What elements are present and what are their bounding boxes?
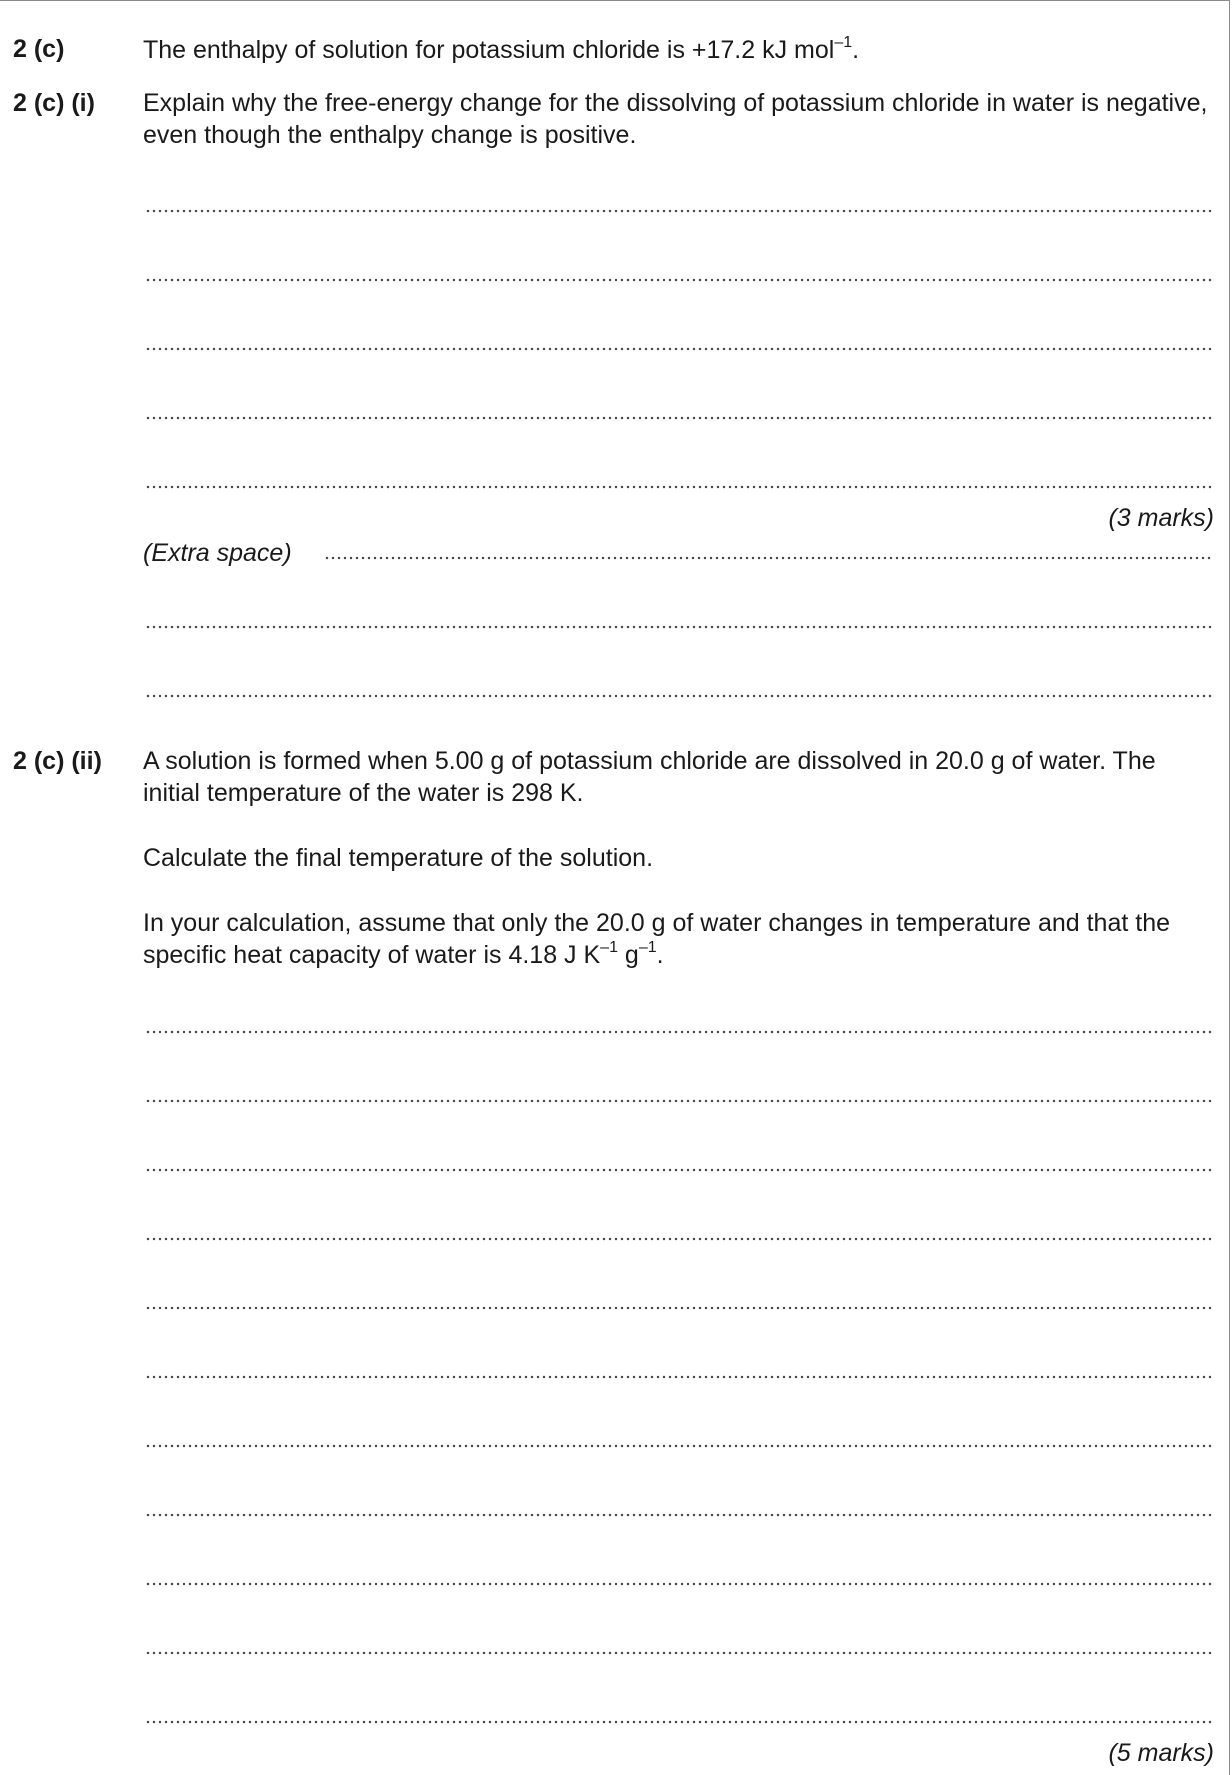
question-2cii-para2: Calculate the final temperature of the solution. [143, 844, 654, 872]
question-2c-text [143, 34, 1218, 66]
question-2cii-para3-exponent-1: –1 [600, 938, 618, 956]
question-2cii-para3-exponent-2: –1 [638, 938, 657, 956]
question-number-2ci: 2 (c) (i) [13, 89, 95, 117]
answer-line-2cii-3[interactable] [145, 1168, 1213, 1172]
question-2cii-para3-mid: g [617, 941, 639, 969]
answer-line-2cii-8[interactable] [145, 1513, 1213, 1517]
question-2ci-text: Explain why the free-energy change for the dissolving of potassium chloride in water is negative, even though the enthalpy change is positive. [143, 89, 1208, 149]
question-2cii-para1: A solution is formed when 5.00 g of potassium chloride are dissolved in 20.0 g of water. The initial temperature of the water is 298 K. [143, 747, 1156, 807]
extra-space-line-2[interactable] [145, 625, 1213, 629]
answer-line-2ci-5[interactable] [145, 485, 1213, 489]
answer-line-2ci-2[interactable] [145, 278, 1213, 282]
question-2cii-para3-main: In your calculation, assume that only the 20.0 g of water changes in temperature and that the specific heat capacity of water is 4.18 J K [143, 909, 1171, 969]
extra-space-line-1[interactable] [324, 556, 1213, 560]
question-2cii-para3-end: . [656, 941, 664, 969]
answer-line-2cii-9[interactable] [145, 1582, 1213, 1586]
answer-line-2cii-7[interactable] [145, 1444, 1213, 1448]
question-2cii-para3 [143, 907, 1218, 971]
question-number-2c: 2 (c) [13, 35, 65, 63]
extra-space-line-3[interactable] [145, 694, 1213, 698]
answer-line-2cii-2[interactable] [145, 1099, 1213, 1103]
answer-line-2cii-5[interactable] [145, 1306, 1213, 1310]
answer-line-2ci-3[interactable] [145, 347, 1213, 351]
answer-line-2cii-1[interactable] [145, 1030, 1213, 1034]
question-2c-text-end: . [852, 36, 860, 64]
question-2c-text-exponent: –1 [834, 33, 853, 51]
answer-line-2ci-1[interactable] [145, 209, 1213, 213]
question-number-2cii: 2 (c) (ii) [13, 747, 102, 775]
extra-space-label: (Extra space) [143, 539, 292, 567]
answer-line-2cii-10[interactable] [145, 1651, 1213, 1655]
answer-line-2ci-4[interactable] [145, 416, 1213, 420]
answer-line-2cii-6[interactable] [145, 1375, 1213, 1379]
answer-line-2cii-11[interactable] [145, 1720, 1213, 1724]
marks-2cii: (5 marks) [1108, 1739, 1214, 1767]
marks-2ci: (3 marks) [1108, 504, 1214, 532]
answer-line-2cii-4[interactable] [145, 1237, 1213, 1241]
question-2c-text-main: The enthalpy of solution for potassium chloride is +17.2 kJ mol [143, 36, 835, 64]
